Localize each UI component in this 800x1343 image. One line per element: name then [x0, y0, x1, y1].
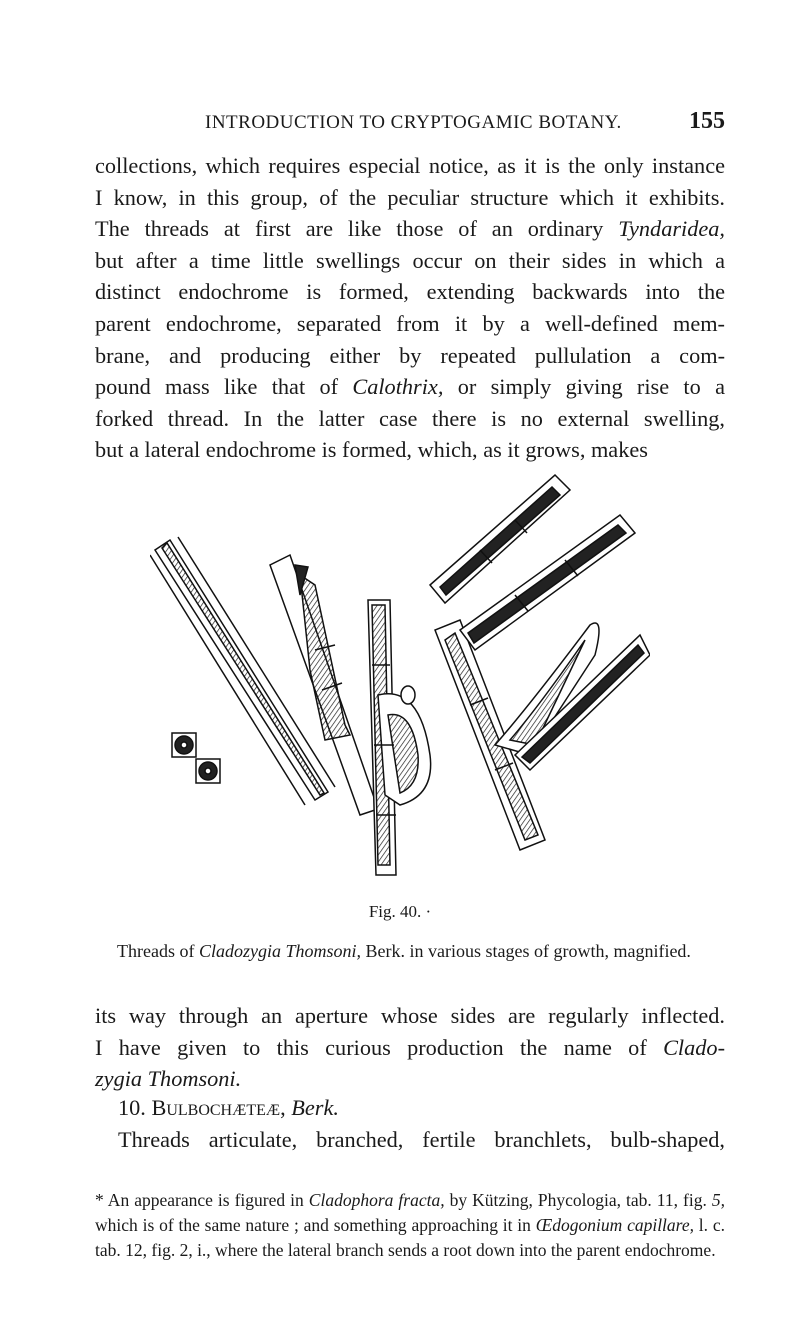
text-run: * An appearance is figured in: [95, 1190, 309, 1210]
text-run: but a lateral endochrome is formed, which, as it grows, makes: [95, 437, 648, 463]
text-run: Œdogonium capillare,: [535, 1215, 694, 1235]
text-line: [95, 182, 725, 214]
text-run: or simply giving rise to a: [443, 374, 725, 400]
text-run: 5,: [711, 1190, 725, 1210]
text-line: [95, 340, 725, 372]
figure-40-illustration: [150, 455, 650, 895]
figure-label: Fig. 40. ·: [368, 902, 432, 921]
footnote: [95, 1188, 725, 1263]
text-run: Tyndaridea,: [618, 216, 725, 242]
text-run: which is of the same nature ; and something approaching it in: [95, 1215, 536, 1235]
page-number: 155: [689, 108, 725, 134]
text-line: [95, 1063, 725, 1095]
text-line: [95, 213, 725, 245]
text-run: its way through an aperture whose sides are regularly inflected.: [95, 1003, 725, 1028]
text-run: zygia Thomsoni.: [95, 1066, 242, 1092]
text-run: Threads of: [117, 941, 199, 961]
text-run: Cladozygia Thomsoni,: [198, 941, 361, 961]
section-author: Berk.: [291, 1095, 339, 1120]
thread-upper-right: [430, 475, 650, 770]
text-line: [95, 150, 725, 182]
text-run: I know, in this group, of the peculiar structure which it exhibits.: [95, 184, 725, 210]
text-line: [95, 403, 725, 435]
section-heading: [118, 1095, 339, 1121]
section-number: 10.: [118, 1095, 146, 1120]
text-run: by Kützing, Phycologia, tab. 11, fig.: [444, 1190, 712, 1210]
text-line: [95, 308, 725, 340]
text-run: forked thread. In the latter case there is no external swelling,: [95, 405, 725, 431]
running-title: INTRODUCTION TO CRYPTOGAMIC BOTANY.: [205, 112, 622, 133]
text-line: [95, 276, 725, 308]
text-line: [95, 371, 725, 403]
thread-center: [368, 600, 431, 875]
text-run: Clado-: [663, 1034, 725, 1060]
page-header: [95, 108, 725, 142]
text-line: [95, 1000, 725, 1032]
description-line: Threads articulate, branched, fertile branchlets, bulb-shaped,: [118, 1127, 725, 1152]
text-run: but after a time little swellings occur on their sides in which a: [95, 247, 725, 273]
text-run: collections, which requires especial notice, as it is the only instance: [95, 153, 725, 178]
text-run: parent endochrome, separated from it by a well-defined mem-: [95, 310, 725, 336]
text-run: Berk. in various stages of growth, magnified.: [361, 941, 691, 961]
text-run: Calothrix,: [352, 374, 444, 400]
text-line: [95, 1032, 725, 1064]
text-run: brane, and producing either by repeated pullulation a com-: [95, 342, 725, 368]
text-run: distinct endochrome is formed, extending backwards into the: [95, 279, 725, 305]
section-name: Bulbochæteæ,: [151, 1095, 286, 1120]
text-run: The threads at first are like those of an ordinary: [95, 216, 619, 242]
spores: [172, 733, 220, 783]
text-run: pound mass like that of: [95, 374, 353, 400]
paragraph-2: [95, 1000, 725, 1095]
thread-left: [150, 537, 335, 805]
text-run: Cladophora fracta,: [308, 1190, 445, 1210]
paragraph-1: [95, 150, 725, 466]
text-run: I have given to this curious production the name of: [95, 1034, 664, 1060]
text-run: l. c. tab. 12, fig. 2, i., where the lateral branch sends a root down into the parent endochrome.: [95, 1215, 725, 1260]
figure-caption: [95, 938, 725, 964]
text-line: [95, 245, 725, 277]
